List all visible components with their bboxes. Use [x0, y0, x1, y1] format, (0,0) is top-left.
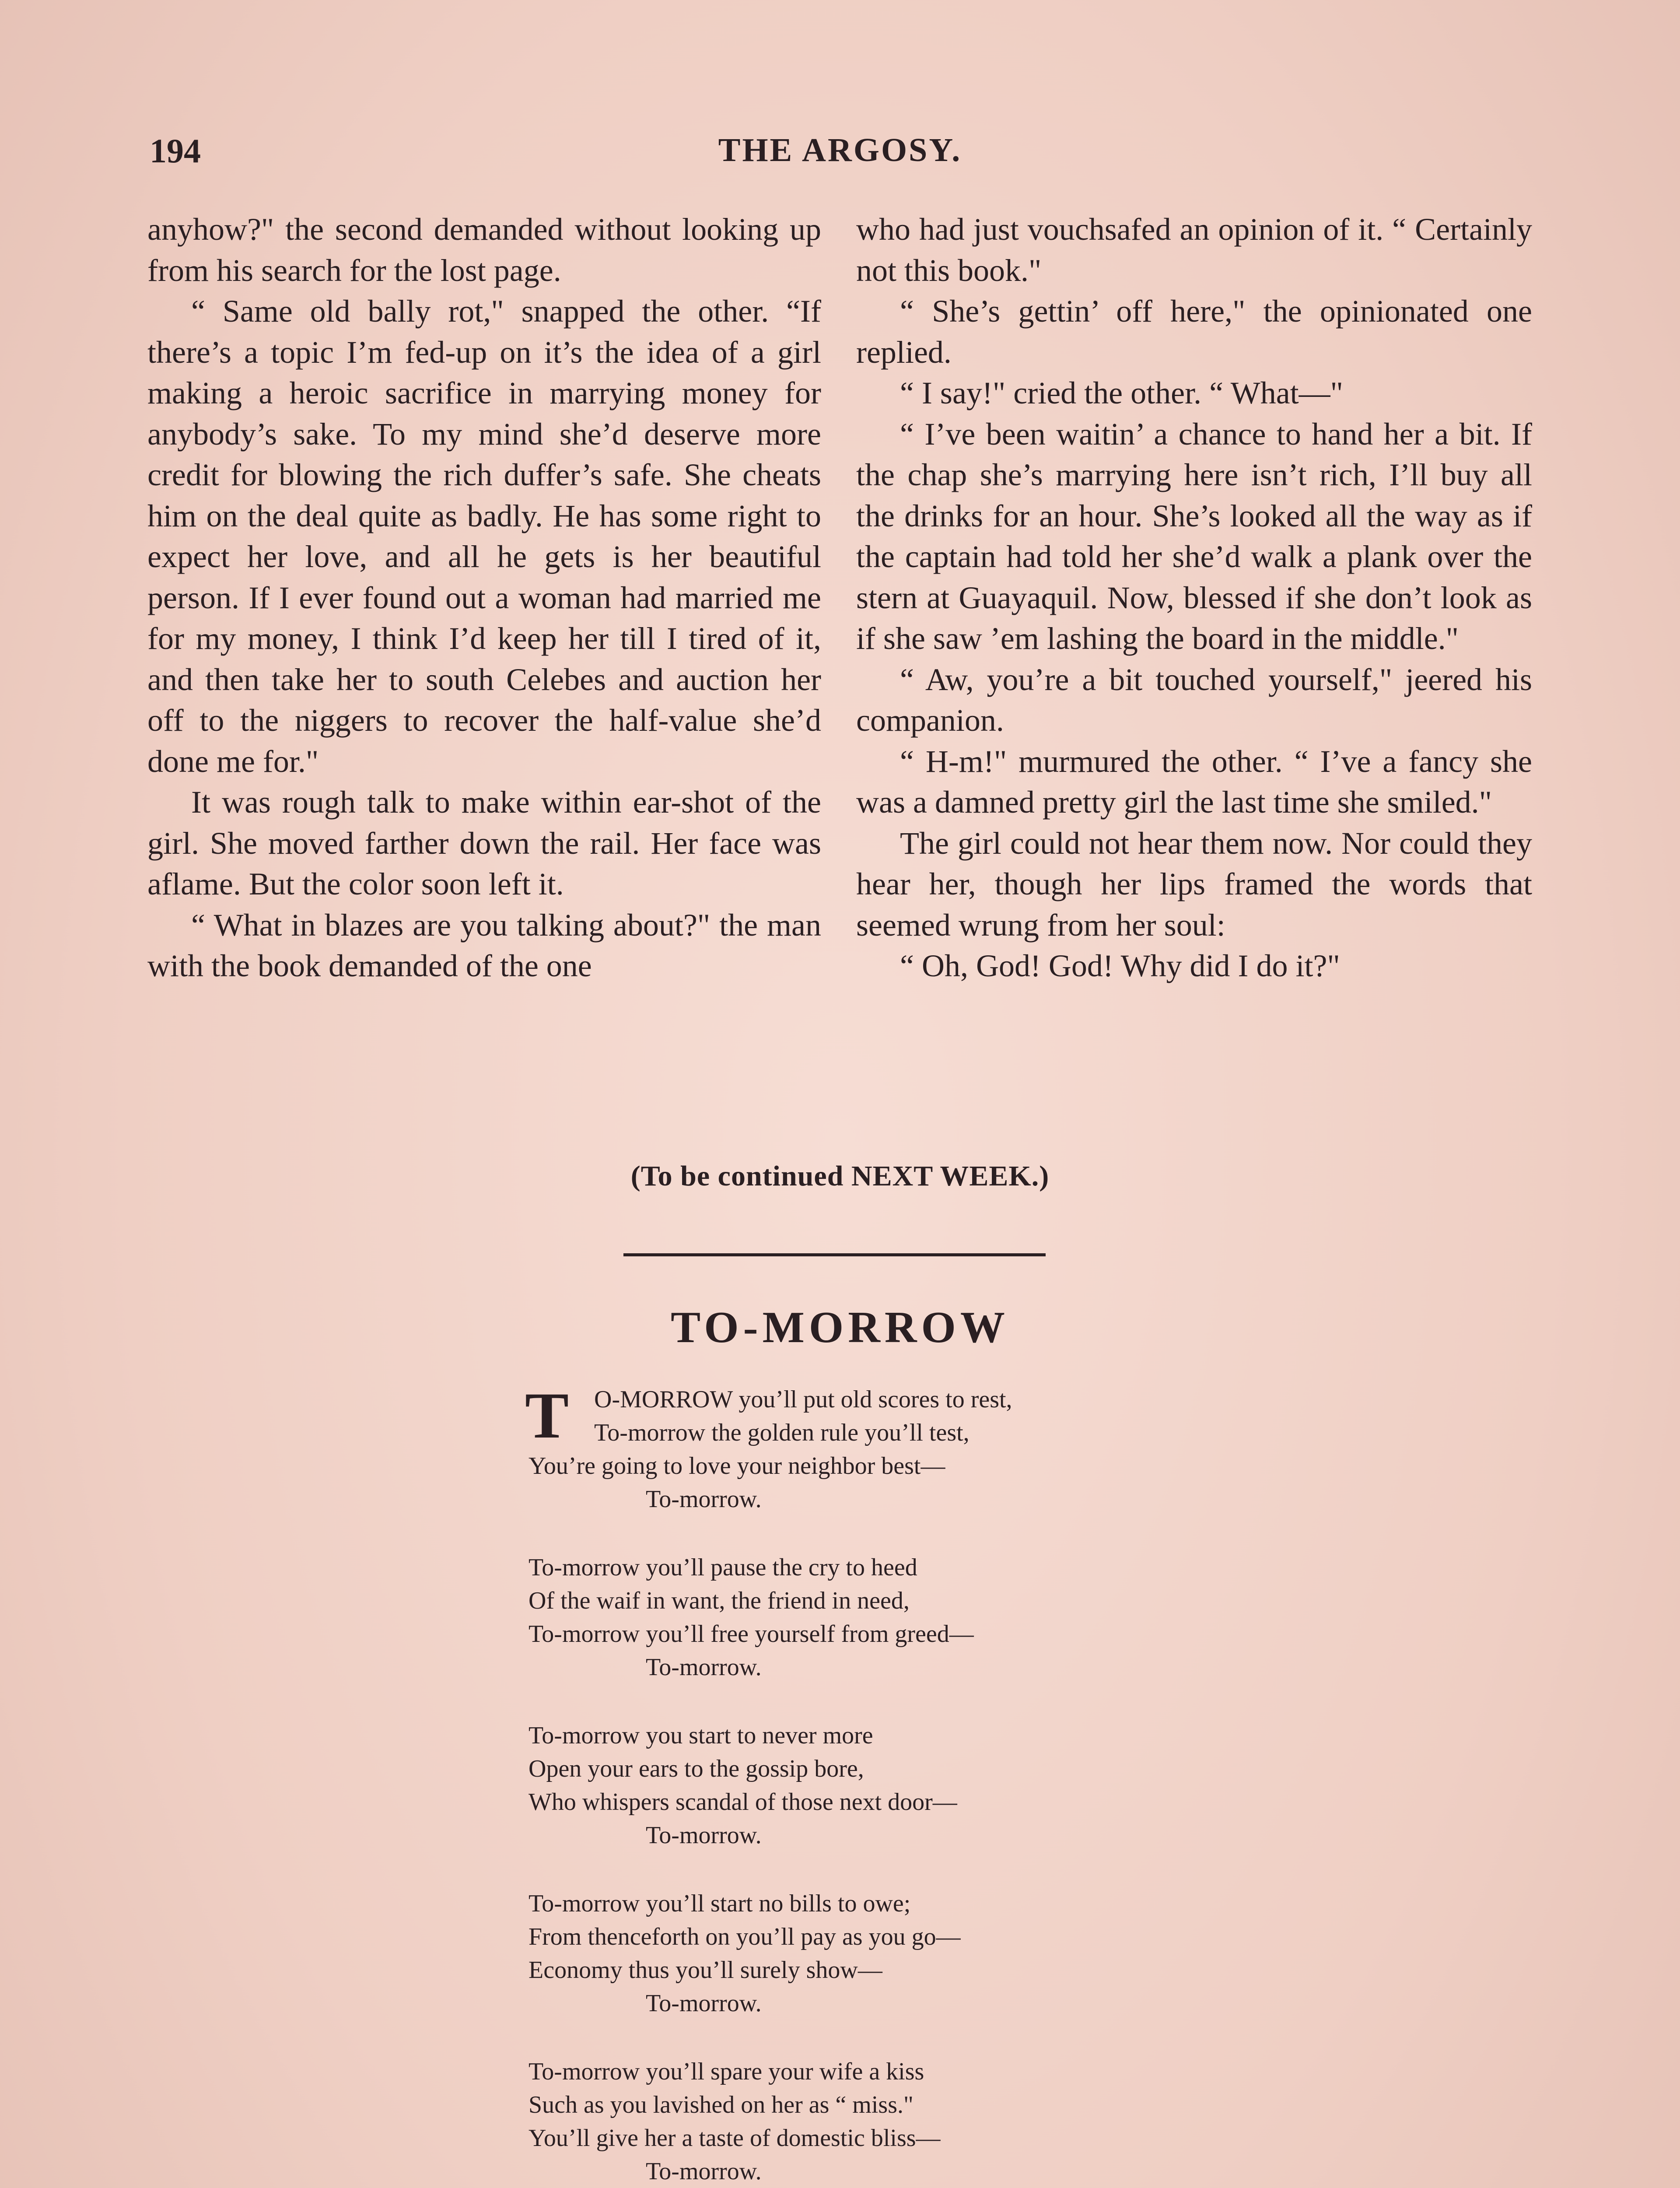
poem-line: To-morrow the golden rule you’ll test,	[594, 1419, 970, 1446]
poem-line: To-morrow you’ll pause the cry to heed	[528, 1554, 917, 1581]
right-paragraph-3: “ I say!" cried the other. “ What—"	[900, 375, 1344, 410]
left-column	[147, 209, 821, 987]
poem-refrain: To-morrow.	[646, 1990, 762, 2017]
poem-refrain: To-morrow.	[646, 1654, 762, 1681]
poem-stanza-2	[528, 1551, 1228, 1684]
poem-stanza-3	[528, 1719, 1228, 1852]
poem-line: Open your ears to the gossip bore,	[528, 1755, 864, 1782]
poem-line: Such as you lavished on her as “ miss."	[528, 2091, 914, 2118]
right-paragraph-2: “ She’s gettin’ off here," the opinionated one replied.	[856, 294, 1532, 370]
poem-line: Of the waif in want, the friend in need,	[528, 1587, 910, 1614]
poem-line: To-morrow you’ll free yourself from greed—	[528, 1620, 974, 1648]
page-number: 194	[150, 132, 201, 170]
poem-refrain: To-morrow.	[646, 1822, 762, 1849]
poem-line: To-morrow you’ll spare your wife a kiss	[528, 2058, 924, 2085]
left-paragraph-1: anyhow?" the second demanded without looking up from his search for the lost page.	[147, 212, 821, 288]
running-title: THE ARGOSY.	[718, 132, 962, 168]
poem-line: You’re going to love your neighbor best—	[528, 1452, 945, 1480]
poem-line: Who whispers scandal of those next door—	[528, 1788, 957, 1816]
poem-line: To-morrow you start to never more	[528, 1722, 873, 1749]
poem-line: You’ll give her a taste of domestic bliss—	[528, 2125, 941, 2152]
poem-refrain: To-morrow.	[646, 1486, 762, 1513]
poem-line: To-morrow you’ll start no bills to owe;	[528, 1890, 911, 1917]
right-column	[856, 209, 1532, 987]
poem-body	[525, 1379, 1228, 2188]
left-paragraph-2: “ Same old bally rot," snapped the other. “If there’s a topic I’m fed-up on it’s the idea of a girl making a heroic sacrifice in marrying money for anybody’s sake. To my mind she’d deserve more credit for blowing the rich duffer’s safe. She cheats him on the deal quite as badly. He has some right to expect her love, and all he gets is her beautiful person. If I ever found out a woman had married me for my money, I think I’d keep her till I tired of it, and then take her to south Celebes and auction her off to the niggers to recover the half-value she’d done me for."	[147, 294, 821, 779]
right-paragraph-4: “ I’ve been waitin’ a chance to hand her a bit. If the chap she’s marrying here isn’t rich, I’ll buy all the drinks for an hour. She’s looked all the way as if the captain had told her she’d walk a plank over the stern at Guayaquil. Now, blessed if she don’t look as if she saw ’em lashing the board in the middle."	[856, 416, 1532, 656]
poem-stanza-5	[528, 2055, 1228, 2188]
poem-stanza-1	[525, 1379, 1228, 1516]
drop-cap: T	[525, 1379, 569, 1452]
right-paragraph-7: The girl could not hear them now. Nor could they hear her, though her lips framed the words that seemed wrung from her soul:	[856, 825, 1532, 943]
poem-title: TO-MORROW	[671, 1303, 1009, 1352]
poem-refrain: To-morrow.	[646, 2158, 762, 2185]
right-paragraph-1: who had just vouchsafed an opinion of it. “ Certainly not this book."	[856, 212, 1532, 288]
poem-line: O-MORROW you’ll put old scores to rest,	[594, 1386, 1012, 1413]
right-paragraph-8: “ Oh, God! God! Why did I do it?"	[900, 948, 1340, 983]
left-paragraph-3: It was rough talk to make within ear-shot of the girl. She moved farther down the rail. Her face was aflame. But the color soon left it.	[147, 785, 821, 901]
poem-line: Economy thus you’ll surely show—	[528, 1957, 882, 1984]
continued-note: (To be continued NEXT WEEK.)	[630, 1160, 1050, 1192]
section-divider	[623, 1253, 1046, 1256]
poem-line: From thenceforth on you’ll pay as you go—	[528, 1923, 961, 1950]
right-paragraph-5: “ Aw, you’re a bit touched yourself," jeered his companion.	[856, 662, 1532, 738]
poem-stanza-4	[528, 1887, 1228, 2020]
left-paragraph-4: “ What in blazes are you talking about?" the man with the book demanded of the one	[147, 907, 821, 983]
right-paragraph-6: “ H-m!" murmured the other. “ I’ve a fancy she was a damned pretty girl the last time she smiled."	[856, 743, 1532, 820]
